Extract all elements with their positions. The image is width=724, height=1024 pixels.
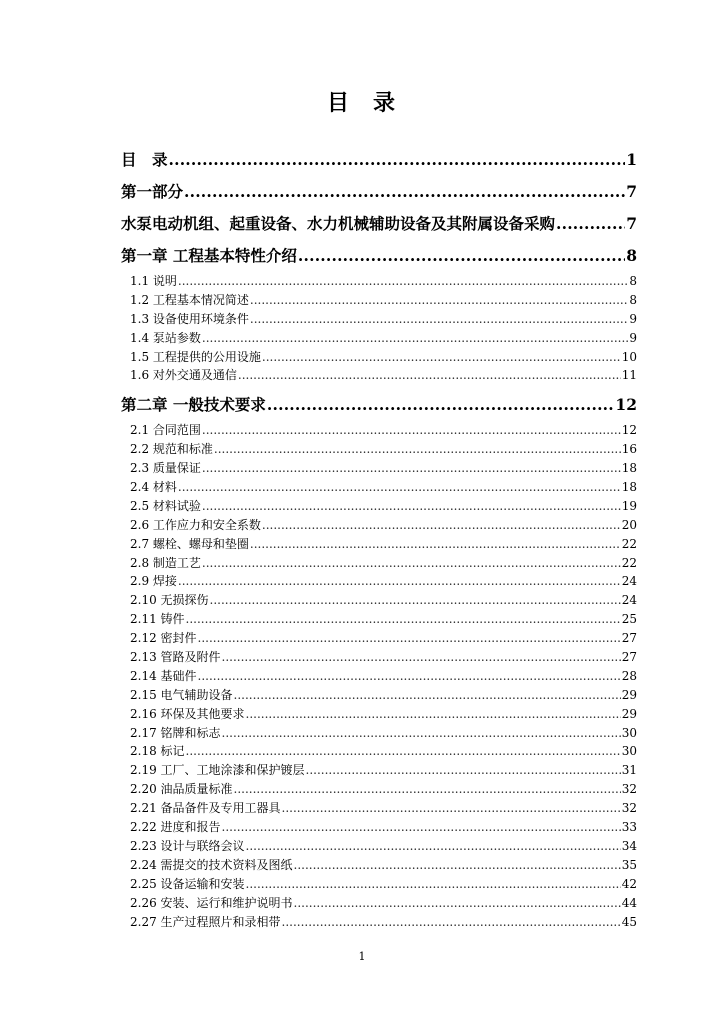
- toc-entry-label: 1.4 泵站参数: [130, 330, 201, 345]
- toc-section-entry[interactable]: [121, 516, 637, 535]
- toc-dot-leader: [250, 535, 621, 554]
- toc-entry-label: 2.1 合同范围: [130, 423, 201, 438]
- toc-section-entry[interactable]: [121, 742, 637, 761]
- toc-entry-page-number: 19: [621, 498, 637, 513]
- toc-dot-leader: [214, 440, 621, 459]
- toc-dot-leader: [202, 459, 621, 478]
- toc-entry-label: 2.4 材料: [130, 480, 177, 495]
- toc-entry-label: 2.19 工厂、工地涂漆和保护镀层: [130, 763, 305, 778]
- toc-dot-leader: [246, 705, 621, 724]
- toc-entry-label: 2.15 电气辅助设备: [130, 687, 233, 702]
- toc-entry-label: 目 录: [121, 150, 168, 169]
- toc-entry-page-number: 32: [621, 782, 637, 797]
- toc-dot-leader: [186, 742, 621, 761]
- toc-entry-label: 2.6 工作应力和安全系数: [130, 517, 261, 532]
- toc-entry-page-number: 29: [621, 706, 637, 721]
- toc-entry-page-number: 18: [621, 461, 637, 476]
- toc-dot-leader: [222, 648, 621, 667]
- toc-entry-label: 2.3 质量保证: [130, 461, 201, 476]
- toc-dot-leader: [202, 329, 628, 348]
- toc-entry-page-number: 8: [626, 246, 637, 265]
- toc-section-entry[interactable]: [121, 497, 637, 516]
- toc-entry-label: 1.6 对外交通及通信: [130, 368, 237, 383]
- toc-entry-page-number: 18: [621, 480, 637, 495]
- toc-entry-label: 2.2 规范和标准: [130, 442, 213, 457]
- toc-entry-label: 2.7 螺栓、螺母和垫圈: [130, 536, 249, 551]
- toc-dot-leader: [294, 894, 621, 913]
- toc-dot-leader: [222, 724, 621, 743]
- toc-entry-label: 2.21 备品备件及专用工器具: [130, 801, 281, 816]
- toc-section-entry[interactable]: [121, 799, 637, 818]
- toc-dot-leader: [234, 686, 621, 705]
- toc-entry-page-number: 7: [626, 214, 637, 233]
- toc-entry-label: 2.10 无损探伤: [130, 593, 209, 608]
- toc-entry-label: 第二章 一般技术要求: [121, 395, 266, 415]
- toc-entry-page-number: 22: [621, 536, 637, 551]
- toc-dot-leader: [198, 629, 621, 648]
- toc-dot-leader: [169, 146, 626, 173]
- toc-entry-label: 2.23 设计与联络会议: [130, 838, 245, 853]
- page-number-footer: 1: [358, 950, 366, 963]
- toc-dot-leader: [282, 913, 621, 932]
- toc-dot-leader: [246, 875, 621, 894]
- toc-entry-label: 2.20 油品质量标准: [130, 782, 233, 797]
- toc-dot-leader: [178, 478, 621, 497]
- toc-section-entry[interactable]: [121, 329, 637, 348]
- toc-entry-label: 2.24 需提交的技术资料及图纸: [130, 857, 293, 872]
- toc-dot-leader: [556, 210, 625, 237]
- toc-entry-page-number: 27: [621, 631, 637, 646]
- toc-entry-page-number: 22: [621, 555, 637, 570]
- toc-entry-page-number: 25: [621, 612, 637, 627]
- toc-entry-label: 2.11 铸件: [130, 612, 185, 627]
- toc-entry-page-number: 7: [626, 182, 637, 201]
- toc-section-entry[interactable]: [121, 535, 637, 554]
- toc-entry-label: 2.26 安装、运行和维护说明书: [130, 895, 293, 910]
- toc-dot-leader: [250, 291, 628, 310]
- toc-entry-label: 2.13 管路及附件: [130, 650, 221, 665]
- toc-section-entry[interactable]: [121, 686, 637, 705]
- toc-section-entry[interactable]: [121, 894, 637, 913]
- toc-entry-page-number: 44: [621, 895, 637, 910]
- title-part-1: 目: [326, 90, 351, 116]
- toc-dot-leader: [222, 818, 621, 837]
- toc-dot-leader: [250, 310, 628, 329]
- toc-section-entry[interactable]: [121, 610, 637, 629]
- title-part-2: 录: [373, 90, 398, 116]
- toc-entry-label: 2.17 铭牌和标志: [130, 725, 221, 740]
- toc-entry-page-number: 42: [621, 876, 637, 891]
- toc-entry-label: 2.22 进度和报告: [130, 820, 221, 835]
- toc-entry-page-number: 9: [629, 311, 637, 326]
- toc-dot-leader: [294, 856, 621, 875]
- toc-section-entry[interactable]: [121, 291, 637, 310]
- toc-entry-label: 2.16 环保及其他要求: [130, 706, 245, 721]
- toc-dot-leader: [262, 516, 621, 535]
- toc-entry-label: 第一章 工程基本特性介绍: [121, 246, 297, 265]
- toc-entry-label: 2.9 焊接: [130, 574, 177, 589]
- toc-dot-leader: [202, 421, 621, 440]
- toc-entry-page-number: 34: [621, 838, 637, 853]
- page-title: [0, 86, 724, 117]
- toc-section-entry[interactable]: [121, 761, 637, 780]
- toc-section-entry[interactable]: [121, 837, 637, 856]
- table-of-contents: [121, 146, 637, 931]
- toc-entry-label: 2.8 制造工艺: [130, 555, 201, 570]
- toc-entry-page-number: 28: [621, 668, 637, 683]
- toc-section-entry[interactable]: [121, 913, 637, 932]
- toc-section-entry[interactable]: [121, 440, 637, 459]
- toc-entry-page-number: 1: [626, 150, 637, 169]
- toc-section-entry[interactable]: [121, 366, 637, 385]
- toc-dot-leader: [198, 667, 621, 686]
- toc-entry-label: 2.27 生产过程照片和录相带: [130, 914, 281, 929]
- toc-entry-page-number: 12: [621, 423, 637, 438]
- toc-dot-leader: [282, 799, 621, 818]
- toc-entry-page-number: 12: [615, 395, 637, 415]
- toc-entry-label: 1.5 工程提供的公用设施: [130, 349, 261, 364]
- toc-section-entry[interactable]: [121, 648, 637, 667]
- toc-entry-label: 1.1 说明: [130, 274, 177, 288]
- toc-section-entry[interactable]: [121, 572, 637, 591]
- toc-entry-page-number: 45: [621, 914, 637, 929]
- toc-dot-leader: [186, 610, 621, 629]
- toc-entry-page-number: 16: [621, 442, 637, 457]
- toc-section-entry[interactable]: [121, 818, 637, 837]
- toc-entry-label: 1.2 工程基本情况简述: [130, 292, 249, 307]
- toc-entry-page-number: 30: [621, 744, 637, 759]
- toc-entry-label: 2.5 材料试验: [130, 498, 201, 513]
- toc-entry-page-number: 8: [629, 292, 637, 307]
- toc-entry-page-number: 20: [621, 517, 637, 532]
- toc-chapter-entry[interactable]: [121, 242, 637, 274]
- toc-entry-label: 2.25 设备运输和安装: [130, 876, 245, 891]
- toc-chapter-entry[interactable]: [121, 391, 637, 423]
- toc-entry-page-number: 30: [621, 725, 637, 740]
- toc-entry-page-number: 24: [621, 593, 637, 608]
- toc-entry-label: 第一部分: [121, 182, 184, 201]
- toc-dot-leader: [184, 178, 625, 205]
- toc-chapter-entry[interactable]: [121, 178, 637, 210]
- toc-entry-page-number: 24: [621, 574, 637, 589]
- toc-section-entry[interactable]: [121, 348, 637, 367]
- toc-section-entry[interactable]: [121, 705, 637, 724]
- toc-section-entry[interactable]: [121, 310, 637, 329]
- toc-dot-leader: [202, 554, 621, 573]
- toc-entry-page-number: 32: [621, 801, 637, 816]
- toc-section-entry[interactable]: [121, 856, 637, 875]
- toc-section-entry[interactable]: [121, 591, 637, 610]
- toc-dot-leader: [262, 348, 621, 367]
- toc-entry-page-number: 9: [629, 330, 637, 345]
- toc-section-entry[interactable]: [121, 459, 637, 478]
- toc-entry-label: 水泵电动机组、起重设备、水力机械辅助设备及其附属设备采购: [121, 214, 556, 233]
- toc-chapter-entry[interactable]: [121, 210, 637, 242]
- toc-entry-page-number: 35: [621, 857, 637, 872]
- toc-section-entry[interactable]: [121, 272, 637, 291]
- toc-entry-page-number: 11: [621, 368, 637, 383]
- toc-entry-page-number: 27: [621, 650, 637, 665]
- toc-section-entry[interactable]: [121, 421, 637, 440]
- toc-section-entry[interactable]: [121, 554, 637, 573]
- toc-section-entry[interactable]: [121, 667, 637, 686]
- toc-dot-leader: [298, 242, 625, 269]
- toc-entry-label: 2.14 基础件: [130, 668, 197, 683]
- toc-entry-label: 2.18 标记: [130, 744, 185, 759]
- toc-dot-leader: [234, 780, 621, 799]
- toc-dot-leader: [306, 761, 621, 780]
- toc-section-entry[interactable]: [121, 478, 637, 497]
- toc-dot-leader: [178, 272, 628, 291]
- toc-section-entry[interactable]: [121, 724, 637, 743]
- toc-section-entry[interactable]: [121, 875, 637, 894]
- toc-entry-label: 1.3 设备使用环境条件: [130, 311, 249, 326]
- toc-entry-label: 2.12 密封件: [130, 631, 197, 646]
- toc-entry-page-number: 10: [621, 349, 637, 364]
- toc-section-entry[interactable]: [121, 629, 637, 648]
- toc-dot-leader: [210, 591, 621, 610]
- toc-entry-page-number: 33: [621, 820, 637, 835]
- toc-dot-leader: [202, 497, 621, 516]
- toc-entry-page-number: 31: [621, 763, 637, 778]
- toc-dot-leader: [267, 391, 615, 418]
- toc-dot-leader: [246, 837, 621, 856]
- toc-entry-page-number: 8: [629, 274, 637, 288]
- toc-section-entry[interactable]: [121, 780, 637, 799]
- toc-dot-leader: [238, 366, 621, 385]
- toc-entry-page-number: 29: [621, 687, 637, 702]
- toc-dot-leader: [178, 572, 621, 591]
- toc-chapter-entry[interactable]: [121, 146, 637, 178]
